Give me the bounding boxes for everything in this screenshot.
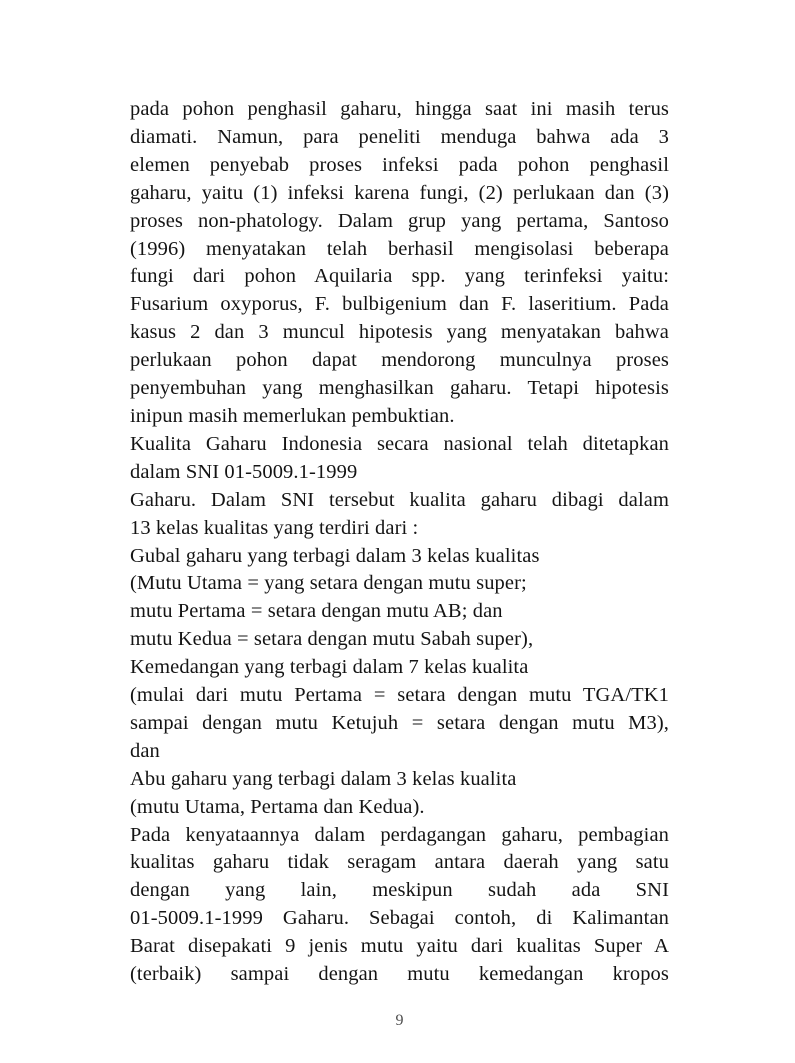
- text-line: sampai dengan mutu Ketujuh = setara dengan mutu M3),: [130, 711, 669, 734]
- text-line: 01-5009.1-1999 Gaharu. Sebagai contoh, di Kalimantan: [130, 907, 669, 930]
- page-number: 9: [395, 1012, 404, 1029]
- text-line: kualitas gaharu tidak seragam antara daerah yang satu: [130, 851, 669, 874]
- text-line: (terbaik) sampai dengan mutu kemedangan kropos: [130, 963, 669, 986]
- text-line: fungi dari pohon Aquilaria spp. yang terinfeksi yaitu:: [130, 265, 669, 288]
- text-line: perlukaan pohon dapat mendorong munculnya proses: [130, 349, 669, 372]
- text-line: (Mutu Utama = yang setara dengan mutu super;: [130, 572, 527, 595]
- text-line: pada pohon penghasil gaharu, hingga saat ini masih terus: [130, 98, 669, 120]
- text-line: Gubal gaharu yang terbagi dalam 3 kelas kualitas: [130, 544, 540, 567]
- text-line: Pada kenyataannya dalam perdagangan gaharu, pembagian: [130, 823, 669, 846]
- text-line: dan: [130, 739, 160, 762]
- text-line: Gaharu. Dalam SNI tersebut kualita gaharu dibagi dalam: [130, 488, 669, 511]
- text-line: inipun masih memerlukan pembuktian.: [130, 404, 455, 427]
- text-line: dengan yang lain, meskipun sudah ada SNI: [130, 879, 669, 902]
- text-line: (1996) menyatakan telah berhasil mengisolasi beberapa: [130, 237, 669, 260]
- text-line: mutu Kedua = setara dengan mutu Sabah super),: [130, 628, 534, 651]
- text-line: penyembuhan yang menghasilkan gaharu. Tetapi hipotesis: [130, 377, 669, 400]
- text-line: mutu Pertama = setara dengan mutu AB; dan: [130, 600, 503, 623]
- text-line: Barat disepakati 9 jenis mutu yaitu dari kualitas Super A: [130, 935, 669, 958]
- text-line: gaharu, yaitu (1) infeksi karena fungi, (2) perlukaan dan (3): [130, 181, 669, 204]
- text-line: 13 kelas kualitas yang terdiri dari :: [130, 516, 419, 539]
- page-text: [130, 96, 669, 989]
- text-line: kasus 2 dan 3 muncul hipotesis yang menyatakan bahwa: [130, 321, 669, 344]
- text-line: (mulai dari mutu Pertama = setara dengan mutu TGA/TK1: [130, 684, 669, 707]
- text-line: Kemedangan yang terbagi dalam 7 kelas kualita: [130, 656, 529, 679]
- text-line: Abu gaharu yang terbagi dalam 3 kelas kualita: [130, 767, 517, 790]
- text-line: (mutu Utama, Pertama dan Kedua).: [130, 795, 425, 818]
- text-line: diamati. Namun, para peneliti menduga bahwa ada 3: [130, 125, 669, 148]
- text-line: proses non-phatology. Dalam grup yang pertama, Santoso: [130, 209, 669, 232]
- text-line: elemen penyebab proses infeksi pada pohon penghasil: [130, 153, 669, 176]
- text-line: Kualita Gaharu Indonesia secara nasional telah ditetapkan: [130, 432, 669, 455]
- text-line: dalam SNI 01-5009.1-1999: [130, 460, 358, 483]
- text-line: Fusarium oxyporus, F. bulbigenium dan F. laseritium. Pada: [130, 293, 669, 316]
